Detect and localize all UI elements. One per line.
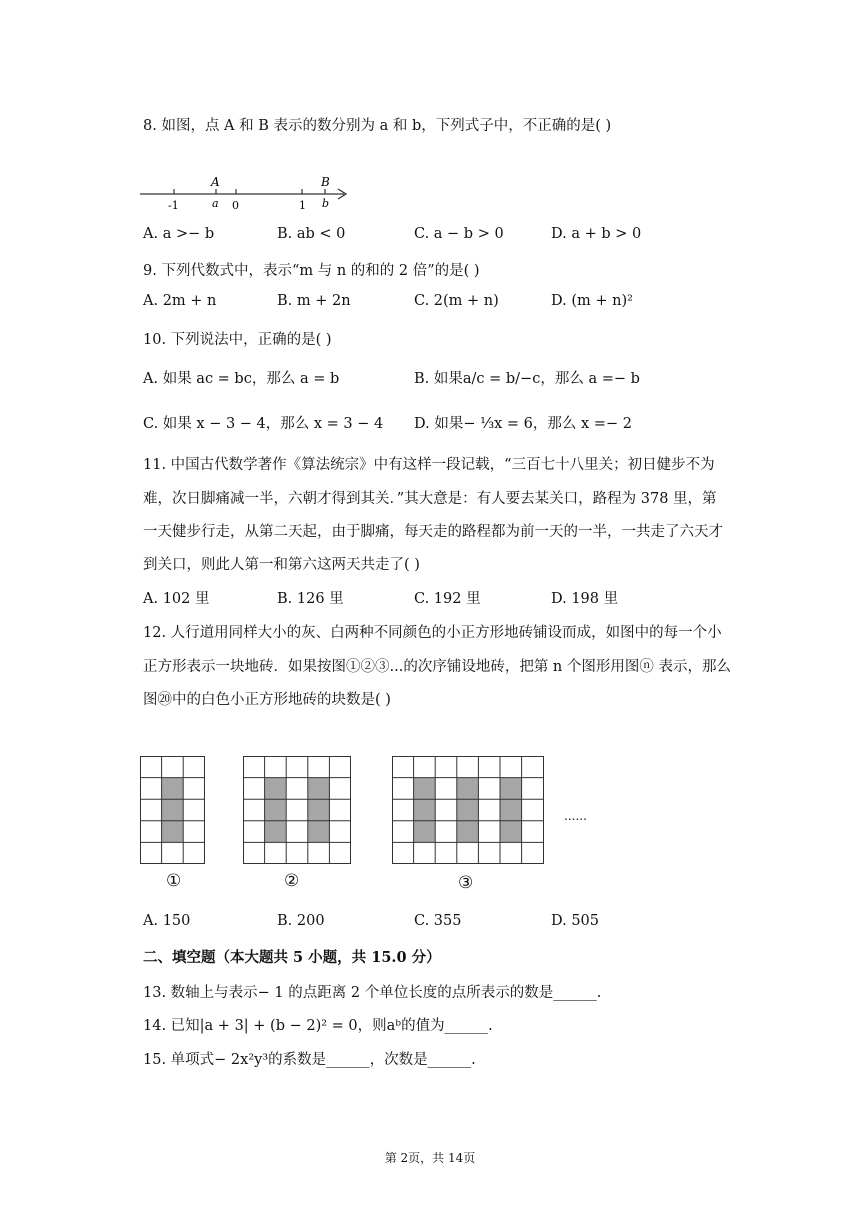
q11-option-d: D. 198 里 — [551, 591, 619, 607]
q10-option-b: B. 如果a/c = b/−c，那么 a =− b — [414, 371, 640, 387]
q12-stem-line-2: 正方形表示一块地砖．如果按图①②③...的次序铺设地砖，把第 n 个图形用图ⓝ 表示，那么 — [143, 659, 731, 675]
q10-stem: 10. 下列说法中，正确的是( ) — [143, 332, 332, 348]
tick-label-minus1: -1 — [168, 199, 179, 212]
q9-option-b: B. m + 2n — [277, 293, 351, 309]
q10-option-c: C. 如果 x − 3 − 4，那么 x = 3 − 4 — [143, 416, 384, 432]
number-line-figure — [140, 172, 355, 214]
tick-label-b: b — [322, 197, 330, 210]
q9-option-d: D. (m + n)² — [551, 293, 633, 309]
gray-tiles — [414, 778, 522, 843]
q13-stem: 13. 数轴上与表示− 1 的点距离 2 个单位长度的点所表示的数是______. — [143, 985, 602, 1001]
q12-option-a: A. 150 — [143, 913, 191, 929]
tile-grid — [243, 756, 351, 864]
q14-stem: 14. 已知|a + 3| + (b − 2)² = 0，则aᵇ的值为______. — [143, 1018, 493, 1034]
figure-label-1: ① — [166, 871, 182, 891]
q9-stem: 9. 下列代数式中，表示“m 与 n 的和的 2 倍”的是( ) — [143, 263, 480, 279]
q8-stem: 8. 如图，点 A 和 B 表示的数分别为 a 和 b，下列式子中，不正确的是( ) — [143, 118, 612, 134]
q12-option-b: B. 200 — [277, 913, 325, 929]
tile-pattern-ellipsis: ...... — [564, 809, 587, 823]
q11-stem-line-1: 11. 中国古代数学著作《算法统宗》中有这样一段记载，“三百七十八里关；初日健步不为 — [143, 457, 715, 473]
tile-figure-1 — [140, 756, 206, 866]
q12-stem-line-1: 12. 人行道用同样大小的灰、白两种不同颜色的小正方形地砖铺设而成，如图中的每一个小 — [143, 625, 722, 641]
figure-label-3: ③ — [458, 873, 474, 893]
point-a-label: A — [211, 175, 220, 189]
q10-option-a: A. 如果 ac = bc，那么 a = b — [143, 371, 340, 387]
q11-stem-line-3: 一天健步行走，从第二天起，由于脚痛，每天走的路程都为前一天的一半，一共走了六天才 — [143, 524, 723, 540]
tick-label-1: 1 — [299, 199, 306, 212]
gray-tiles — [162, 778, 184, 843]
q10-option-d: D. 如果− ⅓x = 6，那么 x =− 2 — [414, 416, 632, 432]
q8-option-d: D. a + b > 0 — [551, 226, 642, 242]
q11-option-c: C. 192 里 — [414, 591, 481, 607]
tile-figure-2 — [243, 756, 353, 866]
tick-label-a: a — [212, 197, 219, 210]
q9-option-a: A. 2m + n — [143, 293, 217, 309]
q11-stem-line-2: 难，次日脚痛减一半，六朝才得到其关．”其大意是：有人要去某关口，路程为 378 里，第 — [143, 491, 717, 507]
tick-label-0: 0 — [232, 199, 239, 212]
figure-label-2: ② — [284, 871, 300, 891]
q12-option-c: C. 355 — [414, 913, 462, 929]
gray-tiles — [265, 778, 330, 843]
q12-option-d: D. 505 — [551, 913, 600, 929]
q8-option-a: A. a >− b — [143, 226, 215, 242]
section-2-title: 二、填空题（本大题共 5 小题，共 15.0 分） — [143, 949, 441, 966]
tile-figure-3 — [392, 756, 546, 866]
point-b-label: B — [321, 175, 330, 189]
q11-option-b: B. 126 里 — [277, 591, 344, 607]
q11-option-a: A. 102 里 — [143, 591, 210, 607]
q15-stem: 15. 单项式− 2x²y³的系数是______，次数是______. — [143, 1052, 476, 1068]
q8-option-c: C. a − b > 0 — [414, 226, 504, 242]
q8-option-b: B. ab < 0 — [277, 226, 346, 242]
q9-option-c: C. 2(m + n) — [414, 293, 499, 309]
q11-stem-line-4: 到关口，则此人第一和第六这两天共走了( ) — [143, 557, 420, 573]
q12-stem-line-3: 图⑳中的白色小正方形地砖的块数是( ) — [143, 692, 391, 708]
page-footer: 第 2页，共 14页 — [384, 1151, 476, 1165]
